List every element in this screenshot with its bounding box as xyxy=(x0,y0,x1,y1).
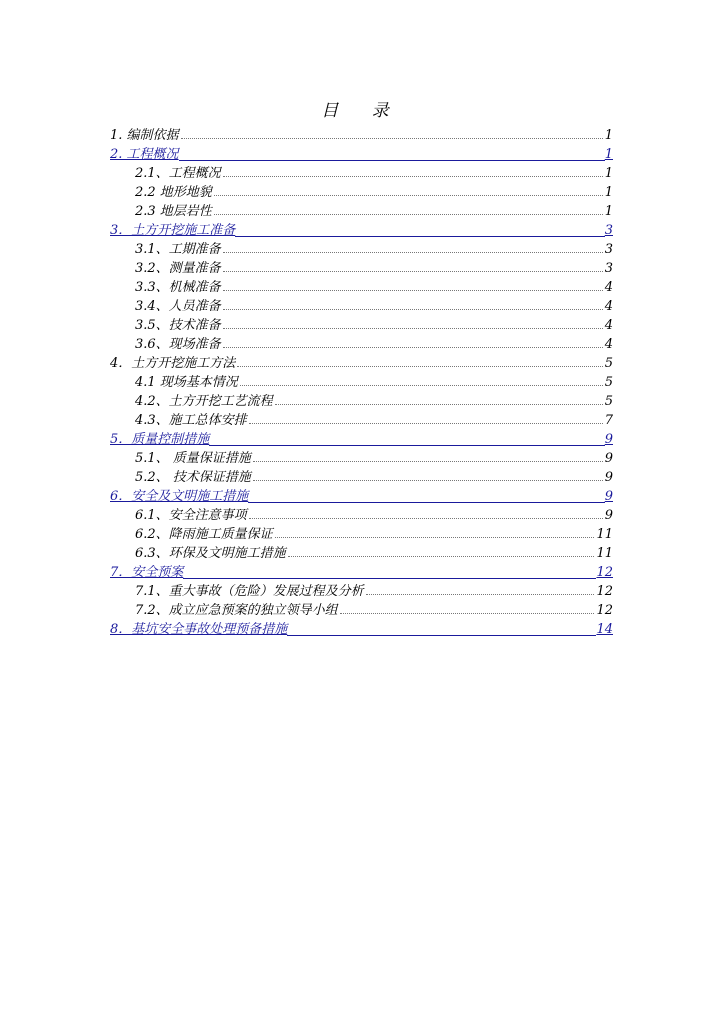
toc-leader-dots xyxy=(223,270,603,272)
toc-leader-dots xyxy=(223,175,603,177)
toc-entry-page: 12 xyxy=(596,603,613,618)
toc-leader-dots xyxy=(366,593,595,595)
toc-entry-page: 3 xyxy=(604,261,613,276)
toc-entry-title: 5.1、 质量保证措施 xyxy=(135,451,251,466)
toc-leader-dots xyxy=(275,536,595,538)
toc-entry xyxy=(110,352,613,371)
toc-entry-page: 4 xyxy=(604,337,613,352)
toc-leader-dots xyxy=(183,577,596,579)
toc-entry-title: 2. 工程概况 xyxy=(110,147,179,162)
toc-entry[interactable] xyxy=(110,428,613,447)
toc-leader-dots xyxy=(209,444,604,446)
toc-leader-dots xyxy=(214,213,603,215)
toc-entry-page: 14 xyxy=(596,622,613,637)
toc-entry-title: 3.2、测量准备 xyxy=(135,261,221,276)
toc-entry-title: 4.1 现场基本情况 xyxy=(135,375,238,390)
toc-entry xyxy=(110,333,613,352)
toc-entry-page: 12 xyxy=(596,565,613,580)
toc-entry-page: 1 xyxy=(604,185,613,200)
toc-entry-title: 3.4、人员准备 xyxy=(135,299,221,314)
toc-entry[interactable] xyxy=(110,561,613,580)
toc-entry-page: 5 xyxy=(604,394,613,409)
toc-leader-dots xyxy=(223,289,603,291)
toc-entry-title: 7．安全预案 xyxy=(110,565,184,580)
toc-entry-title: 2.1、工程概况 xyxy=(135,166,221,181)
toc-entry-title: 2.3 地层岩性 xyxy=(135,204,212,219)
toc-entry-title: 3.3、机械准备 xyxy=(135,280,221,295)
toc-entry-page: 4 xyxy=(604,299,613,314)
toc-entry xyxy=(110,466,613,485)
toc-leader-dots xyxy=(240,384,603,386)
toc-leader-dots xyxy=(275,403,603,405)
toc-entry-title: 5．质量控制措施 xyxy=(110,432,210,447)
toc-entry-page: 5 xyxy=(604,375,613,390)
toc-entry-title: 7.2、成立应急预案的独立领导小组 xyxy=(135,603,338,618)
toc-entry-title: 6.3、环保及文明施工措施 xyxy=(135,546,286,561)
page-title: 目 录 xyxy=(321,101,403,121)
toc-leader-dots xyxy=(223,327,603,329)
toc-entry xyxy=(110,276,613,295)
toc-entry-page: 12 xyxy=(596,584,613,599)
toc-entry-page: 7 xyxy=(604,413,613,428)
toc-leader-dots xyxy=(237,365,602,367)
toc-entry-page: 11 xyxy=(596,546,613,561)
toc-entry-page: 9 xyxy=(604,489,613,504)
toc-leader-dots xyxy=(223,346,603,348)
toc-entry-page: 9 xyxy=(604,451,613,466)
toc-entry-title: 1. 编制依据 xyxy=(110,128,179,143)
toc-leader-dots xyxy=(181,137,603,139)
toc-entry-page: 4 xyxy=(604,318,613,333)
toc-entry xyxy=(110,314,613,333)
toc-entry-page: 3 xyxy=(604,223,613,238)
toc-leader-dots xyxy=(223,251,603,253)
toc-entry xyxy=(110,295,613,314)
toc-entry-page: 5 xyxy=(604,356,613,371)
toc-entry xyxy=(110,542,613,561)
toc-entry-page: 3 xyxy=(604,242,613,257)
toc-entry[interactable] xyxy=(110,143,613,162)
toc-leader-dots xyxy=(288,555,595,557)
toc-leader-dots xyxy=(287,634,596,636)
toc-leader-dots xyxy=(235,235,604,237)
toc-leader-dots xyxy=(253,460,603,462)
toc-leader-dots xyxy=(248,501,604,503)
toc-entry-page: 1 xyxy=(604,166,613,181)
toc-entry-page: 1 xyxy=(604,128,613,143)
toc-entry-title: 6.2、降雨施工质量保证 xyxy=(135,527,273,542)
toc-entry-title: 6.1、安全注意事项 xyxy=(135,508,247,523)
toc-entry xyxy=(110,523,613,542)
toc-entry xyxy=(110,162,613,181)
toc-entry-title: 6．安全及文明施工措施 xyxy=(110,489,249,504)
toc-entry xyxy=(110,390,613,409)
toc-entry[interactable] xyxy=(110,485,613,504)
toc-entry-page: 9 xyxy=(604,508,613,523)
toc-entry xyxy=(110,447,613,466)
toc-entry-page: 1 xyxy=(604,147,613,162)
toc-entry-page: 9 xyxy=(604,470,613,485)
toc-entry xyxy=(110,409,613,428)
toc-entry xyxy=(110,124,613,143)
toc-entry-page: 1 xyxy=(604,204,613,219)
toc-entry xyxy=(110,504,613,523)
toc-entry-page: 11 xyxy=(596,527,613,542)
toc-entry-title: 7.1、重大事故（危险）发展过程及分析 xyxy=(135,584,364,599)
toc-entry xyxy=(110,599,613,618)
toc-entry xyxy=(110,200,613,219)
toc-entry-title: 4.3、施工总体安排 xyxy=(135,413,247,428)
toc-entry xyxy=(110,238,613,257)
toc-leader-dots xyxy=(249,517,603,519)
toc-leader-dots xyxy=(179,159,605,161)
toc-leader-dots xyxy=(223,308,603,310)
toc-entry-title: 3.1、工期准备 xyxy=(135,242,221,257)
toc-entry-title: 8．基坑安全事故处理预备措施 xyxy=(110,622,288,637)
toc-entry-title: 5.2、 技术保证措施 xyxy=(135,470,251,485)
toc-entry-page: 9 xyxy=(604,432,613,447)
toc-entry-page: 4 xyxy=(604,280,613,295)
toc-entry-title: 2.2 地形地貌 xyxy=(135,185,212,200)
toc-leader-dots xyxy=(249,422,603,424)
toc-entry[interactable] xyxy=(110,618,613,637)
table-of-contents xyxy=(110,124,613,637)
toc-entry xyxy=(110,580,613,599)
toc-entry xyxy=(110,257,613,276)
toc-entry-title: 3.5、技术准备 xyxy=(135,318,221,333)
toc-leader-dots xyxy=(214,194,603,196)
toc-entry xyxy=(110,371,613,390)
toc-leader-dots xyxy=(253,479,603,481)
toc-entry-title: 3.6、现场准备 xyxy=(135,337,221,352)
toc-leader-dots xyxy=(340,612,595,614)
toc-entry-title: 4．土方开挖施工方法 xyxy=(110,356,236,371)
toc-entry[interactable] xyxy=(110,219,613,238)
toc-entry-title: 4.2、土方开挖工艺流程 xyxy=(135,394,273,409)
toc-entry xyxy=(110,181,613,200)
toc-entry-title: 3．土方开挖施工准备 xyxy=(110,223,236,238)
